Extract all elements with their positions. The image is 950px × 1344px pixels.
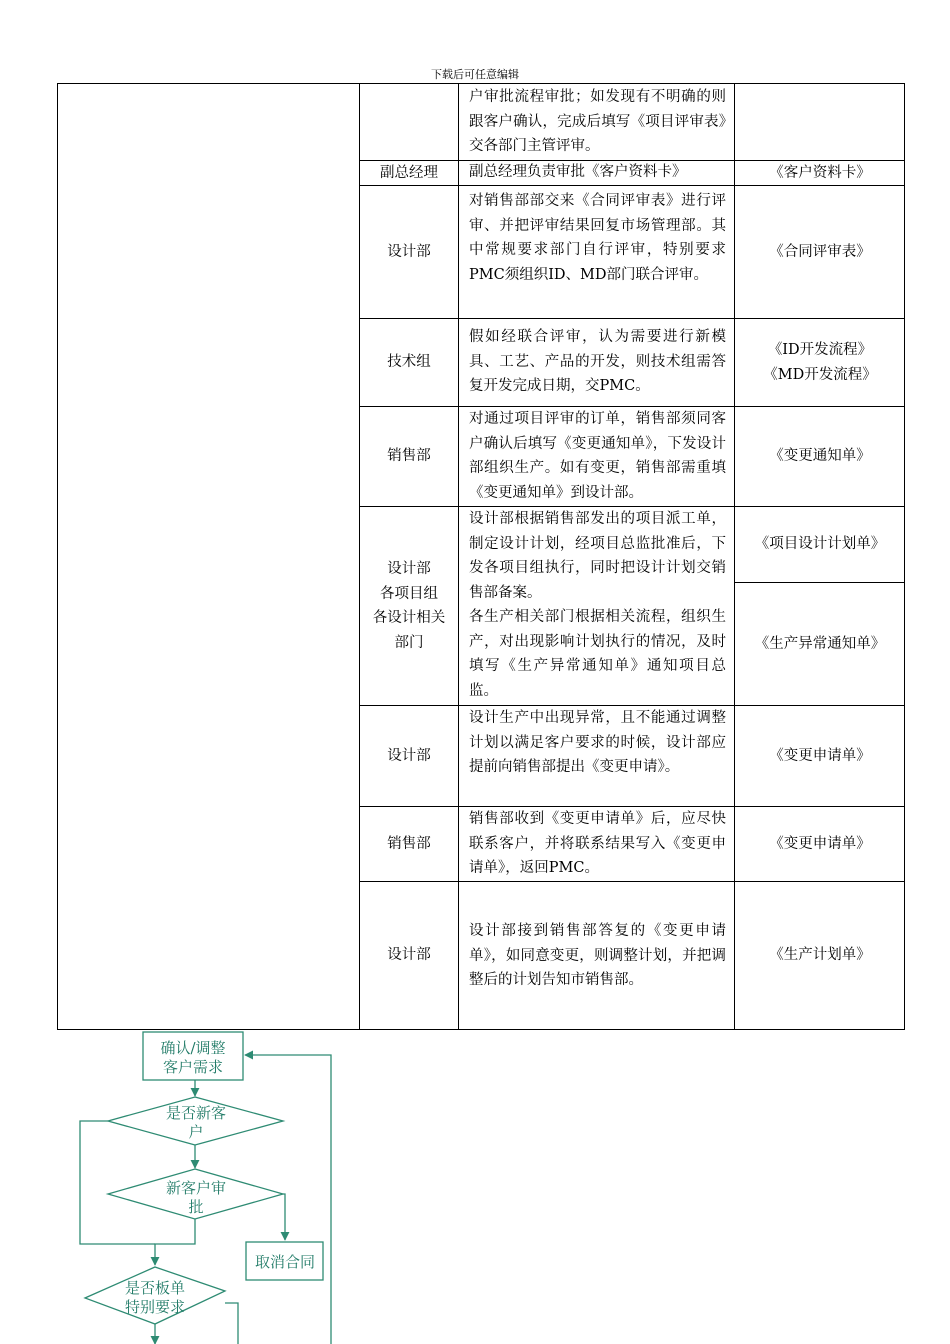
- row-dept: 设计部: [387, 243, 431, 260]
- table-row: [459, 507, 734, 703]
- row-form: [735, 319, 905, 406]
- row-description: 各生产相关部门根据相关流程，组织生产，对出现影响计划执行的情况，及时填写《生产异常通知单》通知项目总监。: [469, 609, 726, 699]
- dept-line: 各设计相关: [372, 610, 446, 626]
- row-dept: 销售部: [387, 448, 431, 465]
- table-row: [459, 189, 734, 287]
- table-row: [459, 919, 734, 993]
- decision-label: 户: [188, 1123, 204, 1141]
- row-description: 对销售部部交来《合同评审表》进行评审、并把评审结果回复市场管理部。其中常规要求部门自行评审，特别要求PMC须组织ID、MD部门联合评审。: [469, 193, 726, 283]
- form-name: 《MD开发流程》: [763, 366, 877, 383]
- box-label: 客户需求: [162, 1058, 224, 1076]
- table-row: [459, 807, 734, 881]
- row-description: 设计部根据销售部发出的项目派工单，制定设计计划，经项目总监批准后，下发各项目组执行，同时把设计计划交销售部备案。: [469, 511, 726, 601]
- row-description: 设计生产中出现异常，且不能通过调整计划以满足客户要求的时候，设计部应提前向销售部提出《变更申请》。: [469, 710, 726, 775]
- row-form: 《项目设计计划单》: [754, 536, 886, 553]
- table-row: [459, 84, 734, 159]
- table-row: [459, 407, 734, 505]
- row-dept: 副总经理: [380, 164, 438, 181]
- box-label: 确认/调整: [160, 1039, 226, 1057]
- decision-label: 批: [188, 1198, 204, 1216]
- row-description: 假如经联合评审，认为需要进行新模具、工艺、产品的开发，则技术组需答复开发完成日期，交PMC。: [469, 329, 726, 394]
- dept-line: 各项目组: [380, 585, 438, 602]
- flow-arrow: [225, 1303, 238, 1344]
- row-form: 《客户资料卡》: [769, 164, 871, 181]
- decision-label: 是否板单: [124, 1279, 186, 1297]
- header-note: 下载后可任意编辑: [431, 68, 519, 81]
- row-form: 《生产计划单》: [769, 947, 871, 964]
- row-form: 《变更申请单》: [769, 835, 871, 852]
- flow-arrow: [80, 1121, 155, 1244]
- row-dept: [360, 507, 458, 705]
- row-form: 《变更申请单》: [769, 747, 871, 764]
- table-row: [459, 325, 734, 399]
- flowchart: [0, 1030, 400, 1344]
- dept-line: 设计部: [387, 561, 431, 577]
- row-form: 《合同评审表》: [769, 243, 871, 260]
- row-form: 《生产异常通知单》: [754, 635, 886, 652]
- row-description: 副总经理负责审批《客户资料卡》: [469, 164, 687, 180]
- row-dept: 设计部: [387, 747, 431, 764]
- process-table: [57, 83, 905, 1030]
- row-dept: 销售部: [387, 835, 431, 852]
- row-dept: 技术组: [387, 354, 431, 371]
- row-description: 户审批流程审批；如发现有不明确的则跟客户确认，完成后填写《项目评审表》交各部门主管评审。: [469, 89, 726, 154]
- row-description: 设计部接到销售部答复的《变更申请单》，如同意变更，则调整计划，并把调整后的计划告知市销售部。: [469, 923, 726, 988]
- row-dept: 设计部: [387, 947, 431, 964]
- form-name: 《ID开发流程》: [767, 342, 873, 358]
- row-description: 销售部收到《变更申请单》后，应尽快联系客户，并将联系结果写入《变更申请单》，返回PMC。: [469, 811, 726, 876]
- cancel-contract-label: 取消合同: [254, 1253, 316, 1271]
- flow-arrow: [155, 1219, 195, 1265]
- decision-label: 特别要求: [124, 1298, 186, 1316]
- decision-label: 是否新客: [165, 1104, 227, 1122]
- row-description: 对通过项目评审的订单，销售部须同客户确认后填写《变更通知单》，下发设计部组织生产。如有变更，销售部需重填《变更通知单》到设计部。: [469, 411, 726, 501]
- dept-line: 部门: [394, 634, 424, 651]
- decision-label: 新客户审: [165, 1179, 227, 1197]
- flow-arrow: [283, 1194, 285, 1240]
- table-row: [459, 160, 734, 185]
- row-form: 《变更通知单》: [769, 448, 871, 465]
- table-row: [459, 706, 734, 780]
